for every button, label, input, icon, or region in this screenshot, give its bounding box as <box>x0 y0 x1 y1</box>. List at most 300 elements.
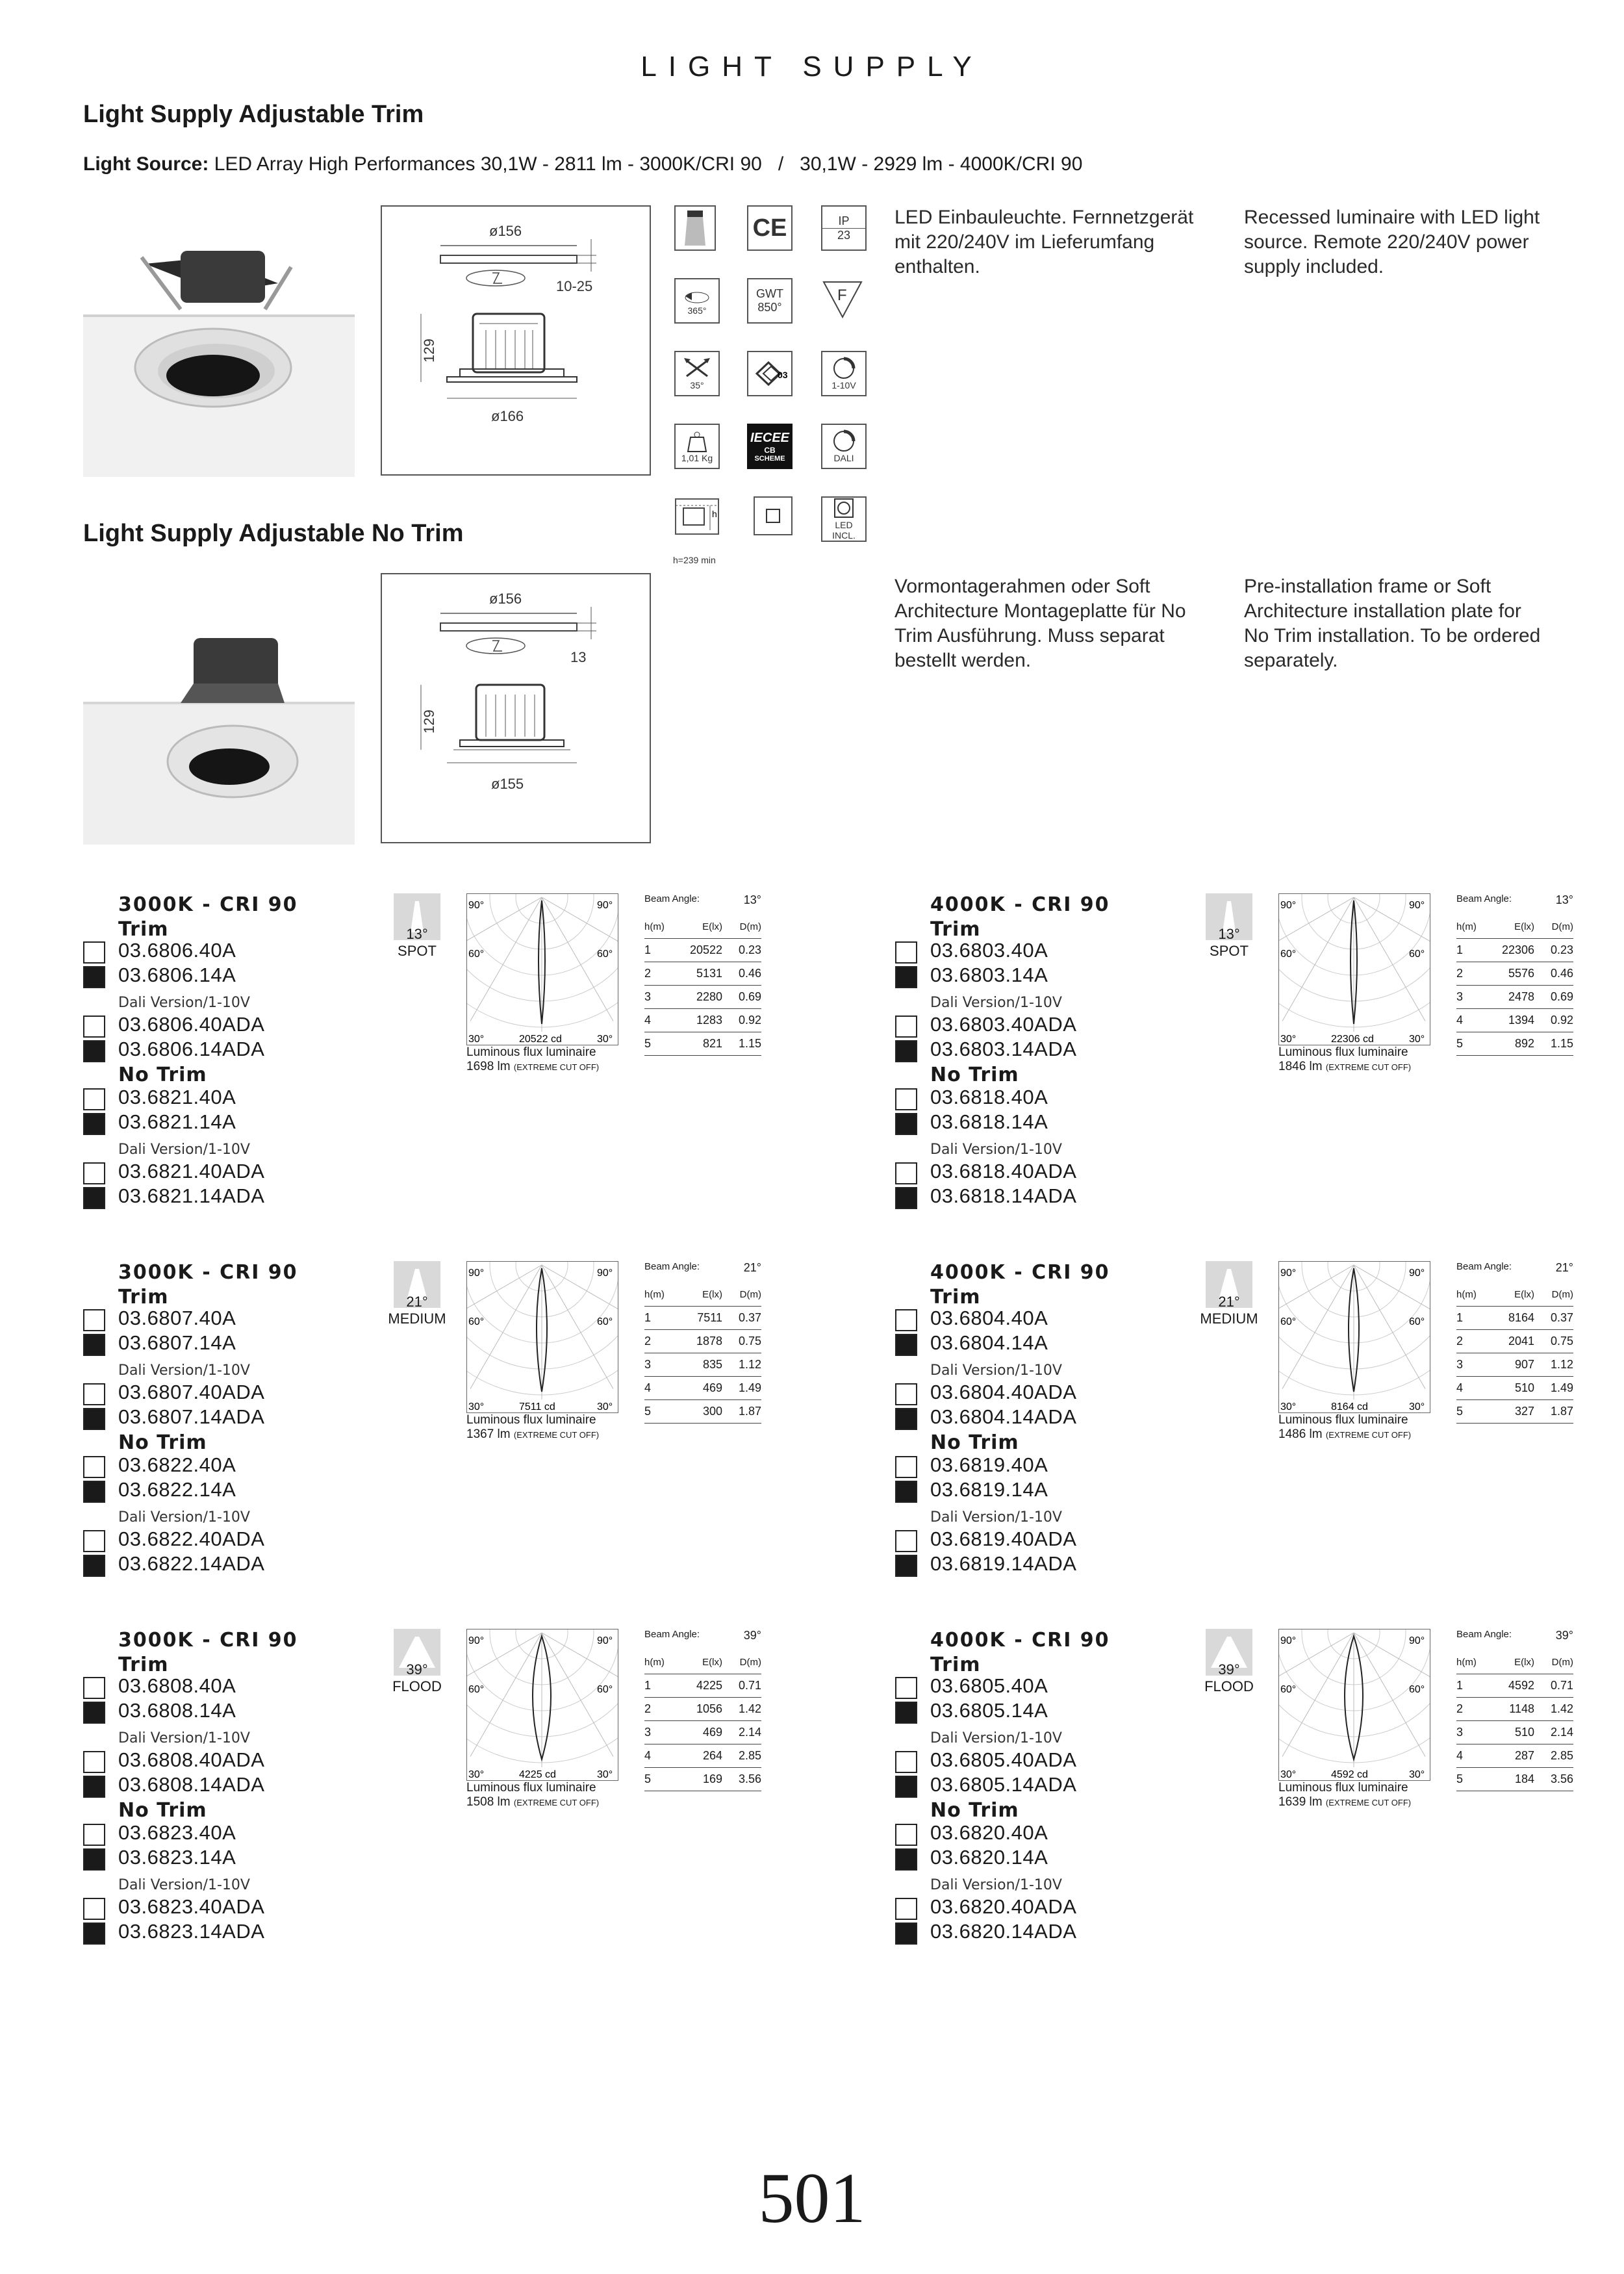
finish-swatch <box>895 1923 917 1945</box>
polar-angle-label: 60° <box>1280 1684 1297 1695</box>
table-cell: 1.12 <box>1534 1353 1573 1377</box>
finish-swatch <box>895 966 917 988</box>
photometric-table <box>1456 1261 1573 1424</box>
table-cell: 1.87 <box>1534 1400 1573 1424</box>
beam-angle-label: Beam Angle: <box>1456 893 1512 904</box>
table-cell: 1 <box>1456 939 1482 962</box>
table-row <box>1456 1307 1573 1330</box>
finish-swatch <box>83 1088 105 1110</box>
product-heading: 3000K - CRI 90 <box>118 893 298 916</box>
table-row <box>1456 1744 1573 1768</box>
cutoff-note: (EXTREME CUT OFF) <box>513 1062 600 1072</box>
dali-note: Dali Version/1-10V <box>118 1877 250 1893</box>
table-cell: 469 <box>670 1377 722 1400</box>
column-header: D(m) <box>722 1283 761 1307</box>
article-code: 03.6804.14ADA <box>930 1405 1077 1428</box>
article-code: 03.6804.40ADA <box>930 1381 1077 1403</box>
photometric-table <box>644 893 761 1056</box>
flux-label: Luminous flux luminaire <box>466 1781 596 1795</box>
candela-value: 7511 cd <box>519 1401 555 1412</box>
dali-note: Dali Version/1-10V <box>930 995 1062 1011</box>
table-row <box>644 939 761 962</box>
table-cell: 1 <box>1456 1674 1482 1698</box>
iecee-line2: CB <box>764 445 776 455</box>
table-cell: 2.85 <box>1534 1744 1573 1768</box>
polar-angle-label: 60° <box>468 1684 485 1695</box>
table-cell: 8164 <box>1482 1307 1534 1330</box>
table-cell: 3 <box>644 1353 670 1377</box>
photometric-data <box>644 1651 761 1791</box>
dali-note: Dali Version/1-10V <box>118 1509 250 1526</box>
beam-angle-label: Beam Angle: <box>644 1261 700 1272</box>
flux-value: 1846 lm <box>1278 1060 1323 1073</box>
polar-diagram <box>466 893 618 1045</box>
table-header <box>644 1651 761 1674</box>
article-code: 03.6823.40ADA <box>118 1895 265 1918</box>
table-cell: 3 <box>1456 1353 1482 1377</box>
weight-icon <box>674 424 720 469</box>
polar-angle-label: 30° <box>468 1034 485 1045</box>
article-code: 03.6808.40ADA <box>118 1748 265 1771</box>
article-code: 03.6807.40ADA <box>118 1381 265 1403</box>
dali-icon <box>821 424 867 469</box>
table-cell: 892 <box>1482 1032 1534 1056</box>
article-code: 03.6806.40ADA <box>118 1013 265 1036</box>
article-code: 03.6804.40A <box>930 1307 1048 1329</box>
table-cell: 835 <box>670 1353 722 1377</box>
dim-bottom: ø166 <box>491 408 524 424</box>
luminous-flux <box>466 1045 599 1075</box>
table-cell: 2280 <box>670 986 722 1009</box>
brand-title: LIGHT SUPPLY <box>641 51 983 83</box>
no-trim-subheading: No Trim <box>118 1064 207 1086</box>
cutoff-note: (EXTREME CUT OFF) <box>1325 1062 1412 1072</box>
article-code: 03.6808.14ADA <box>118 1773 265 1796</box>
table-cell: 2 <box>644 1330 670 1353</box>
polar-angle-label: 90° <box>1280 900 1297 911</box>
table-cell: 469 <box>670 1721 722 1744</box>
article-code: 03.6806.14ADA <box>118 1038 265 1060</box>
description-no-trim-de <box>894 574 1219 673</box>
table-cell: 5 <box>644 1032 670 1056</box>
table-cell: 510 <box>1482 1377 1534 1400</box>
table-cell: 4592 <box>1482 1674 1534 1698</box>
beam-angle-value: 39° <box>743 1629 761 1642</box>
photometric-data <box>1456 1283 1573 1424</box>
polar-angle-label: 60° <box>1280 949 1297 960</box>
finish-swatch <box>895 1162 917 1184</box>
beam-angle-value: 21° <box>406 1294 428 1310</box>
dim-top: ø156 <box>489 223 522 239</box>
table-cell: 3 <box>644 986 670 1009</box>
table-row <box>1456 1353 1573 1377</box>
dali-note: Dali Version/1-10V <box>930 1509 1062 1526</box>
beam-type: MEDIUM <box>1200 1310 1258 1327</box>
table-cell: 2.14 <box>722 1721 761 1744</box>
finish-swatch <box>895 1383 917 1405</box>
table-header <box>644 1283 761 1307</box>
desc-line: bestellt werden. <box>894 650 1032 671</box>
table-cell: 3 <box>1456 986 1482 1009</box>
polar-diagram <box>1278 1629 1430 1781</box>
product-block <box>83 1629 798 1993</box>
polar-angle-label: 60° <box>597 949 613 960</box>
flux-label: Luminous flux luminaire <box>466 1045 596 1059</box>
product-heading: 4000K - CRI 90 <box>930 893 1110 916</box>
f-mark-label: F <box>837 287 847 304</box>
polar-angle-label: 90° <box>1280 1635 1297 1646</box>
table-row <box>644 1032 761 1056</box>
square-frame-icon <box>754 496 793 535</box>
finish-swatch <box>895 1848 917 1871</box>
dim-height: 129 <box>421 339 437 363</box>
table-row <box>1456 1400 1573 1424</box>
table-row <box>644 1768 761 1791</box>
downlight-icon <box>674 205 716 251</box>
article-code: 03.6806.40A <box>118 939 236 962</box>
tilt-label: 35° <box>690 380 704 390</box>
table-row <box>1456 1330 1573 1353</box>
iecee-line1: IECEE <box>750 430 790 445</box>
table-cell: 1394 <box>1482 1009 1534 1032</box>
polar-angle-label: 30° <box>1280 1034 1297 1045</box>
beam-angle-value: 39° <box>406 1661 428 1678</box>
article-code: 03.6820.14ADA <box>930 1920 1077 1943</box>
table-cell: 1 <box>644 1307 670 1330</box>
desc-line: LED Einbauleuchte. Fernnetzgerät <box>894 207 1194 228</box>
polar-angle-label: 30° <box>468 1769 485 1780</box>
article-code: 03.6819.14ADA <box>930 1552 1077 1575</box>
table-cell: 2 <box>1456 1330 1482 1353</box>
gwt-temp: 850° <box>757 301 782 314</box>
finish-swatch <box>895 1481 917 1503</box>
table-cell: 1.42 <box>722 1698 761 1721</box>
flux-value: 1639 lm <box>1278 1795 1323 1809</box>
table-cell: 0.69 <box>1534 986 1573 1009</box>
polar-angle-label: 30° <box>597 1401 613 1412</box>
finish-swatch <box>895 1702 917 1724</box>
iecee-line3: SCHEME <box>754 454 785 463</box>
desc-line: source. Remote 220/240V power <box>1244 231 1529 253</box>
article-code: 03.6803.40ADA <box>930 1013 1077 1036</box>
table-cell: 0.71 <box>1534 1674 1573 1698</box>
trim-subheading: Trim <box>118 1654 169 1676</box>
beam-type: SPOT <box>1210 943 1249 959</box>
article-code: 03.6820.40ADA <box>930 1895 1077 1918</box>
table-cell: 2 <box>1456 962 1482 986</box>
table-cell: 22306 <box>1482 939 1534 962</box>
polar-angle-label: 30° <box>1409 1034 1425 1045</box>
beam-angle-value: 21° <box>743 1261 761 1274</box>
article-code: 03.6821.14ADA <box>118 1184 265 1207</box>
article-code: 03.6818.14ADA <box>930 1184 1077 1207</box>
flux-label: Luminous flux luminaire <box>1278 1781 1408 1795</box>
table-cell: 0.46 <box>722 962 761 986</box>
finish-swatch <box>83 1162 105 1184</box>
table-row <box>1456 1674 1573 1698</box>
column-header: E(lx) <box>1482 915 1534 939</box>
table-cell: 5 <box>1456 1032 1482 1056</box>
flux-value: 1486 lm <box>1278 1427 1323 1441</box>
description-trim-en <box>1244 205 1582 279</box>
table-row <box>644 962 761 986</box>
finish-swatch <box>895 1040 917 1062</box>
article-code: 03.6818.40ADA <box>930 1160 1077 1182</box>
column-header: h(m) <box>1456 915 1482 939</box>
finish-swatch <box>83 1113 105 1135</box>
article-code: 03.6805.14ADA <box>930 1773 1077 1796</box>
beam-angle-value: 21° <box>1218 1294 1240 1310</box>
finish-swatch <box>83 1408 105 1430</box>
dim-height: 129 <box>421 709 437 734</box>
column-header: E(lx) <box>670 1651 722 1674</box>
no-trim-subheading: No Trim <box>930 1064 1019 1086</box>
article-code: 03.6819.14A <box>930 1478 1048 1501</box>
polar-angle-label: 90° <box>1280 1268 1297 1279</box>
table-cell: 0.37 <box>722 1307 761 1330</box>
dali-note: Dali Version/1-10V <box>930 1142 1062 1158</box>
beam-angle-value: 39° <box>1555 1629 1573 1642</box>
desc-line: Architecture installation plate for <box>1244 600 1521 622</box>
product-block <box>83 893 798 1257</box>
polar-angle-label: 60° <box>1409 1684 1425 1695</box>
table-cell: 7511 <box>670 1307 722 1330</box>
finish-swatch <box>895 1187 917 1209</box>
dali-note: Dali Version/1-10V <box>930 1730 1062 1746</box>
finish-swatch <box>895 1530 917 1552</box>
min-height-label: h=239 min <box>673 555 716 565</box>
article-code: 03.6823.14A <box>118 1846 236 1869</box>
dali-note: Dali Version/1-10V <box>930 1362 1062 1379</box>
product-heading: 4000K - CRI 90 <box>930 1261 1110 1284</box>
photometric-data <box>644 915 761 1056</box>
polar-diagram <box>466 1261 618 1413</box>
article-code: 03.6820.40A <box>930 1821 1048 1844</box>
polar-angle-label: 60° <box>468 949 485 960</box>
table-row <box>644 1377 761 1400</box>
ip-label: IP <box>838 214 850 227</box>
finish-swatch <box>83 1751 105 1773</box>
desc-line: mit 220/240V im Lieferumfang <box>894 231 1155 253</box>
table-row <box>644 1330 761 1353</box>
dim-bottom: ø155 <box>491 776 524 792</box>
table-row <box>644 1744 761 1768</box>
polar-angle-label: 90° <box>1409 1268 1425 1279</box>
polar-angle-label: 90° <box>597 900 613 911</box>
table-cell: 5 <box>644 1400 670 1424</box>
article-code: 03.6823.40A <box>118 1821 236 1844</box>
luminous-flux <box>1278 1413 1411 1442</box>
table-cell: 1 <box>644 1674 670 1698</box>
table-cell: 4 <box>644 1744 670 1768</box>
table-cell: 0.23 <box>1534 939 1573 962</box>
article-code: 03.6821.40ADA <box>118 1160 265 1182</box>
table-row <box>1456 1721 1573 1744</box>
finish-swatch <box>83 941 105 964</box>
table-cell: 169 <box>670 1768 722 1791</box>
finish-swatch <box>83 1334 105 1356</box>
article-code: 03.6818.14A <box>930 1110 1048 1133</box>
article-code: 03.6805.40ADA <box>930 1748 1077 1771</box>
ip-rating-icon <box>821 205 867 251</box>
table-row <box>644 1307 761 1330</box>
trim-subheading: Trim <box>118 918 169 941</box>
article-code: 03.6820.14A <box>930 1846 1048 1869</box>
enec-icon <box>747 351 793 396</box>
table-cell: 0.71 <box>722 1674 761 1698</box>
desc-line: Trim Ausführung. Muss separat <box>894 625 1165 646</box>
finish-swatch <box>895 1088 917 1110</box>
description-trim-de <box>894 205 1219 279</box>
polar-angle-label: 30° <box>1280 1769 1297 1780</box>
table-row <box>1456 1032 1573 1056</box>
table-cell: 4 <box>1456 1377 1482 1400</box>
table-row <box>644 1698 761 1721</box>
column-header: h(m) <box>644 1651 670 1674</box>
finish-swatch <box>83 1848 105 1871</box>
finish-swatch <box>83 966 105 988</box>
table-cell: 510 <box>1482 1721 1534 1744</box>
finish-swatch <box>83 1702 105 1724</box>
flux-value: 1508 lm <box>466 1795 511 1809</box>
light-source-label: Light Source: <box>83 153 209 175</box>
polar-angle-label: 30° <box>597 1034 613 1045</box>
finish-swatch <box>83 1016 105 1038</box>
table-cell: 1.15 <box>1534 1032 1573 1056</box>
table-cell: 1.12 <box>722 1353 761 1377</box>
table-row <box>1456 1768 1573 1791</box>
finish-swatch <box>895 1776 917 1798</box>
article-code: 03.6807.14A <box>118 1331 236 1354</box>
table-cell: 1.49 <box>722 1377 761 1400</box>
column-header: D(m) <box>1534 1651 1573 1674</box>
product-heading: 4000K - CRI 90 <box>930 1629 1110 1652</box>
table-row <box>644 986 761 1009</box>
product-heading: 3000K - CRI 90 <box>118 1629 298 1652</box>
desc-line: enthalten. <box>894 256 980 277</box>
article-code: 03.6807.40A <box>118 1307 236 1329</box>
trim-subheading: Trim <box>930 1286 981 1309</box>
desc-line: No Trim installation. To be ordered <box>1244 625 1541 646</box>
table-cell: 4 <box>1456 1009 1482 1032</box>
ce-icon: CE <box>747 205 793 251</box>
candela-value: 20522 cd <box>519 1034 562 1045</box>
table-row <box>1456 1009 1573 1032</box>
table-row <box>1456 1377 1573 1400</box>
luminous-flux <box>466 1781 599 1810</box>
finish-swatch <box>83 1040 105 1062</box>
finish-swatch <box>895 1016 917 1038</box>
table-cell: 1.42 <box>1534 1698 1573 1721</box>
polar-angle-label: 30° <box>1409 1769 1425 1780</box>
article-code: 03.6803.14ADA <box>930 1038 1077 1060</box>
table-cell: 4 <box>644 1009 670 1032</box>
finish-swatch <box>83 1677 105 1699</box>
beam-angle-label: Beam Angle: <box>644 893 700 904</box>
light-source-text: LED Array High Performances 30,1W - 2811 lm - 3000K/CRI 90 / 30,1W - 2929 lm - 4000K/CRI 90 <box>214 153 1083 175</box>
photometric-data <box>1456 915 1573 1056</box>
dimmable-label: 1-10V <box>831 380 856 390</box>
column-header: h(m) <box>644 915 670 939</box>
beam-angle-value: 13° <box>743 893 761 906</box>
desc-line: Recessed luminaire with LED light <box>1244 207 1540 228</box>
finish-swatch <box>83 1923 105 1945</box>
led-included-label: LED INCL. <box>832 520 856 541</box>
table-cell: 327 <box>1482 1400 1534 1424</box>
table-cell: 5576 <box>1482 962 1534 986</box>
table-row <box>1456 939 1573 962</box>
table-cell: 4225 <box>670 1674 722 1698</box>
table-header <box>644 915 761 939</box>
luminous-flux <box>1278 1045 1411 1075</box>
beam-angle-value: 13° <box>1218 926 1240 942</box>
trim-subheading: Trim <box>118 1286 169 1309</box>
ip-value: 23 <box>822 228 865 242</box>
table-row <box>1456 962 1573 986</box>
article-code: 03.6803.40A <box>930 939 1048 962</box>
table-cell: 2.85 <box>722 1744 761 1768</box>
table-row <box>644 1009 761 1032</box>
table-cell: 4 <box>1456 1744 1482 1768</box>
table-row <box>644 1353 761 1377</box>
article-code: 03.6822.14A <box>118 1478 236 1501</box>
table-cell: 300 <box>670 1400 722 1424</box>
column-header: E(lx) <box>1482 1651 1534 1674</box>
page-number: 501 <box>758 2158 866 2238</box>
polar-angle-label: 30° <box>1280 1401 1297 1412</box>
luminous-flux <box>466 1413 599 1442</box>
desc-line: separately. <box>1244 650 1338 671</box>
dim-side: 10-25 <box>556 278 593 294</box>
table-cell: 1283 <box>670 1009 722 1032</box>
polar-angle-label: 60° <box>1409 1316 1425 1327</box>
table-cell: 2 <box>644 962 670 986</box>
dali-note: Dali Version/1-10V <box>118 1730 250 1746</box>
photometric-table <box>644 1629 761 1791</box>
photometric-table <box>644 1261 761 1424</box>
rotation-label: 365° <box>687 305 707 316</box>
table-row <box>644 1674 761 1698</box>
product-block <box>895 893 1610 1257</box>
polar-angle-label: 60° <box>597 1316 613 1327</box>
table-cell: 2 <box>644 1698 670 1721</box>
table-row <box>644 1721 761 1744</box>
table-cell: 0.75 <box>722 1330 761 1353</box>
table-cell: 5 <box>1456 1768 1482 1791</box>
table-cell: 0.46 <box>1534 962 1573 986</box>
desc-line: supply included. <box>1244 256 1384 277</box>
candela-value: 22306 cd <box>1331 1034 1374 1045</box>
finish-swatch <box>83 1481 105 1503</box>
polar-angle-label: 90° <box>597 1635 613 1646</box>
gwt-label: GWT <box>756 287 783 300</box>
table-cell: 3 <box>644 1721 670 1744</box>
column-header: D(m) <box>722 915 761 939</box>
table-header <box>1456 1283 1573 1307</box>
finish-swatch <box>83 1555 105 1577</box>
article-code: 03.6819.40A <box>930 1453 1048 1476</box>
no-trim-subheading: No Trim <box>930 1799 1019 1822</box>
finish-swatch <box>83 1898 105 1920</box>
table-cell: 264 <box>670 1744 722 1768</box>
article-code: 03.6821.40A <box>118 1086 236 1108</box>
photometric-data <box>1456 1651 1573 1791</box>
table-cell: 2478 <box>1482 986 1534 1009</box>
table-cell: 821 <box>670 1032 722 1056</box>
finish-swatch <box>895 1751 917 1773</box>
column-header: E(lx) <box>670 915 722 939</box>
table-row <box>644 1400 761 1424</box>
